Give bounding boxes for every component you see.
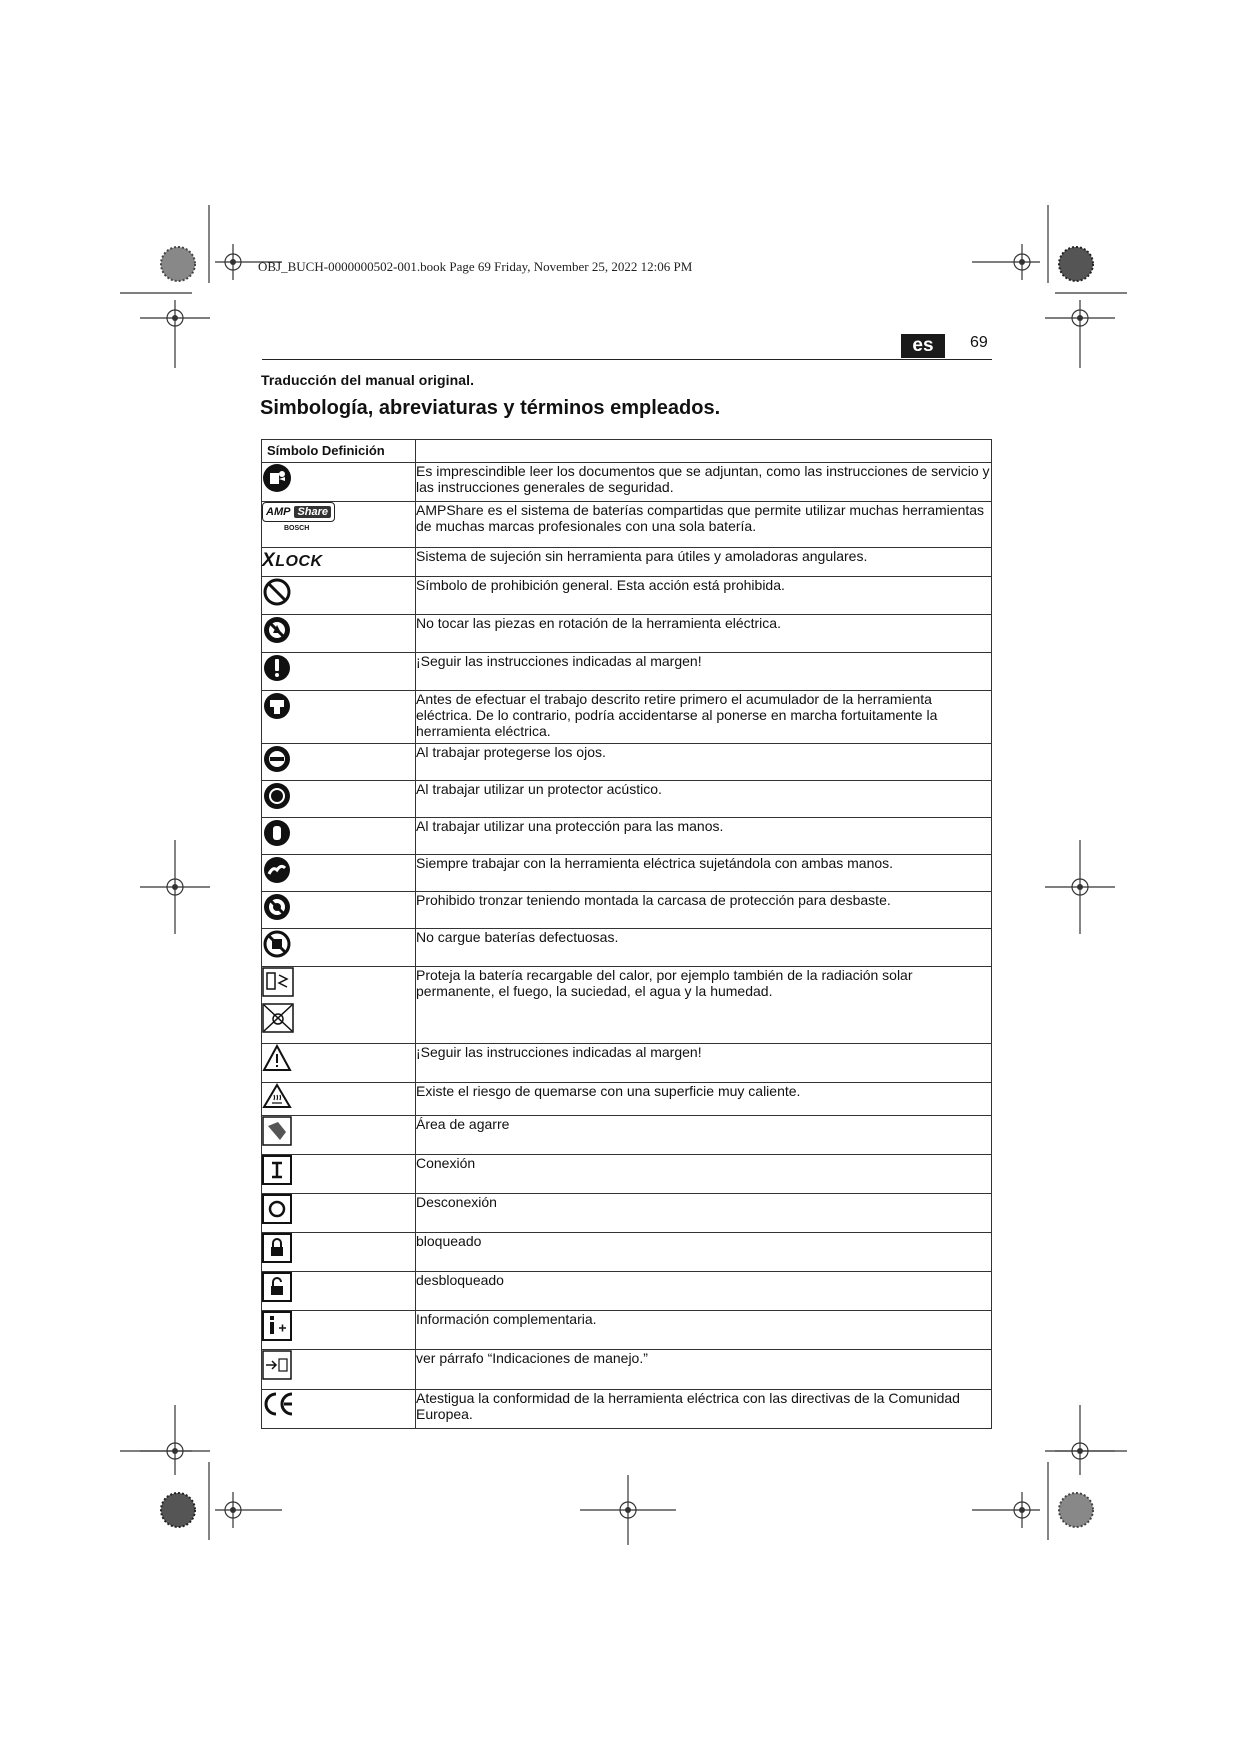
row-definition: Al trabajar utilizar una protección para las manos. [416, 818, 992, 855]
power-off-icon [262, 1194, 292, 1224]
table-row [262, 892, 992, 929]
exclamation-icon [262, 653, 292, 683]
prohibition-icon [262, 577, 292, 607]
no-cutting-with-guard-icon [262, 892, 292, 922]
unlocked-icon [262, 1272, 292, 1302]
table-row [262, 1233, 992, 1272]
table-header: Símbolo Definición [262, 440, 416, 463]
two-hands-icon [262, 855, 292, 885]
table-row [262, 744, 992, 781]
row-definition: Sistema de sujeción sin herramienta para útiles y amoladoras angulares. [416, 548, 992, 577]
row-definition: Símbolo de prohibición general. Esta acción está prohibida. [416, 577, 992, 615]
row-definition: Área de agarre [416, 1116, 992, 1155]
row-definition: Proteja la batería recargable del calor, por ejemplo también de la radiación solar permanente, el fuego, la suciedad, el agua y la humedad. [416, 967, 992, 1044]
table-row [262, 615, 992, 653]
table-row [262, 463, 992, 502]
read-manual-icon [262, 463, 292, 493]
row-definition: Es imprescindible leer los documentos que se adjuntan, como las instrucciones de servicio y las instrucciones generales de seguridad. [416, 463, 992, 502]
table-row [262, 1044, 992, 1083]
row-definition: Conexión [416, 1155, 992, 1194]
row-definition: Atestigua la conformidad de la herramienta eléctrica con las directivas de la Comunidad Europea. [416, 1390, 992, 1429]
table-row [262, 1272, 992, 1311]
row-definition: ¡Seguir las instrucciones indicadas al margen! [416, 1044, 992, 1083]
grip-area-icon [262, 1116, 292, 1146]
row-definition: Siempre trabajar con la herramienta eléctrica sujetándola con ambas manos. [416, 855, 992, 892]
table-row [262, 1116, 992, 1155]
battery-protect-heat-icon [262, 967, 294, 997]
table-row [262, 818, 992, 855]
table-row [262, 1350, 992, 1390]
row-definition: Prohibido tronzar teniendo montada la carcasa de protección para desbaste. [416, 892, 992, 929]
row-definition: Antes de efectuar el trabajo descrito retire primero el acumulador de la herramienta eléctrica. De lo contrario, podría accidentarse al ponerse en marcha fortuitamente la herramienta eléctrica. [416, 691, 992, 744]
row-definition: Al trabajar protegerse los ojos. [416, 744, 992, 781]
row-definition: No tocar las piezas en rotación de la herramienta eléctrica. [416, 615, 992, 653]
table-row [262, 1311, 992, 1350]
eye-protection-icon [262, 744, 292, 774]
page-number: 69 [970, 334, 988, 351]
row-definition: Información complementaria. [416, 1311, 992, 1350]
ce-mark-icon [262, 1390, 296, 1418]
table-row [262, 502, 992, 548]
no-touch-rotating-icon [262, 615, 292, 645]
remove-battery-icon [262, 691, 292, 721]
row-definition: No cargue baterías defectuosas. [416, 929, 992, 967]
table-row [262, 781, 992, 818]
table-row [262, 855, 992, 892]
table-row [262, 1155, 992, 1194]
no-charge-defective-battery-icon [262, 929, 292, 959]
row-definition: ¡Seguir las instrucciones indicadas al margen! [416, 653, 992, 691]
table-row [262, 967, 992, 1044]
row-definition: bloqueado [416, 1233, 992, 1272]
language-badge: es [901, 334, 945, 358]
xlock-logo: XLOCK [262, 550, 323, 571]
see-section-icon [262, 1350, 292, 1380]
locked-icon [262, 1233, 292, 1263]
row-definition: AMPShare es el sistema de baterías compartidas que permite utilizar muchas herramientas de muchas marcas profesionales con una sola batería. [416, 502, 992, 548]
info-plus-icon [262, 1311, 292, 1341]
file-header: OBJ_BUCH-0000000502-001.book Page 69 Friday, November 25, 2022 12:06 PM [258, 259, 693, 274]
page-title: Simbología, abreviaturas y términos empleados. [260, 397, 721, 419]
bosch-label: BOSCH [284, 525, 310, 532]
table-row [262, 653, 992, 691]
symbol-table [261, 439, 992, 1429]
table-row [262, 1194, 992, 1233]
ear-protection-icon [262, 781, 292, 811]
table-row [262, 691, 992, 744]
header-rule [262, 359, 992, 360]
battery-no-water-icon [262, 1003, 294, 1033]
hot-surface-icon [262, 1083, 292, 1109]
ampshare-logo: AMP Share BOSCH [262, 502, 415, 532]
table-row [262, 548, 992, 577]
table-row [262, 1390, 992, 1429]
power-on-icon [262, 1155, 292, 1185]
table-row [262, 1083, 992, 1116]
row-definition: Al trabajar utilizar un protector acústico. [416, 781, 992, 818]
row-definition: Desconexión [416, 1194, 992, 1233]
row-definition: desbloqueado [416, 1272, 992, 1311]
subtitle: Traducción del manual original. [261, 372, 475, 388]
row-definition: Existe el riesgo de quemarse con una superficie muy caliente. [416, 1083, 992, 1116]
hand-protection-icon [262, 818, 292, 848]
table-header-row [262, 440, 992, 463]
table-row [262, 577, 992, 615]
row-definition: ver párrafo “Indicaciones de manejo.” [416, 1350, 992, 1390]
table-row [262, 929, 992, 967]
warning-triangle-icon [262, 1044, 292, 1072]
